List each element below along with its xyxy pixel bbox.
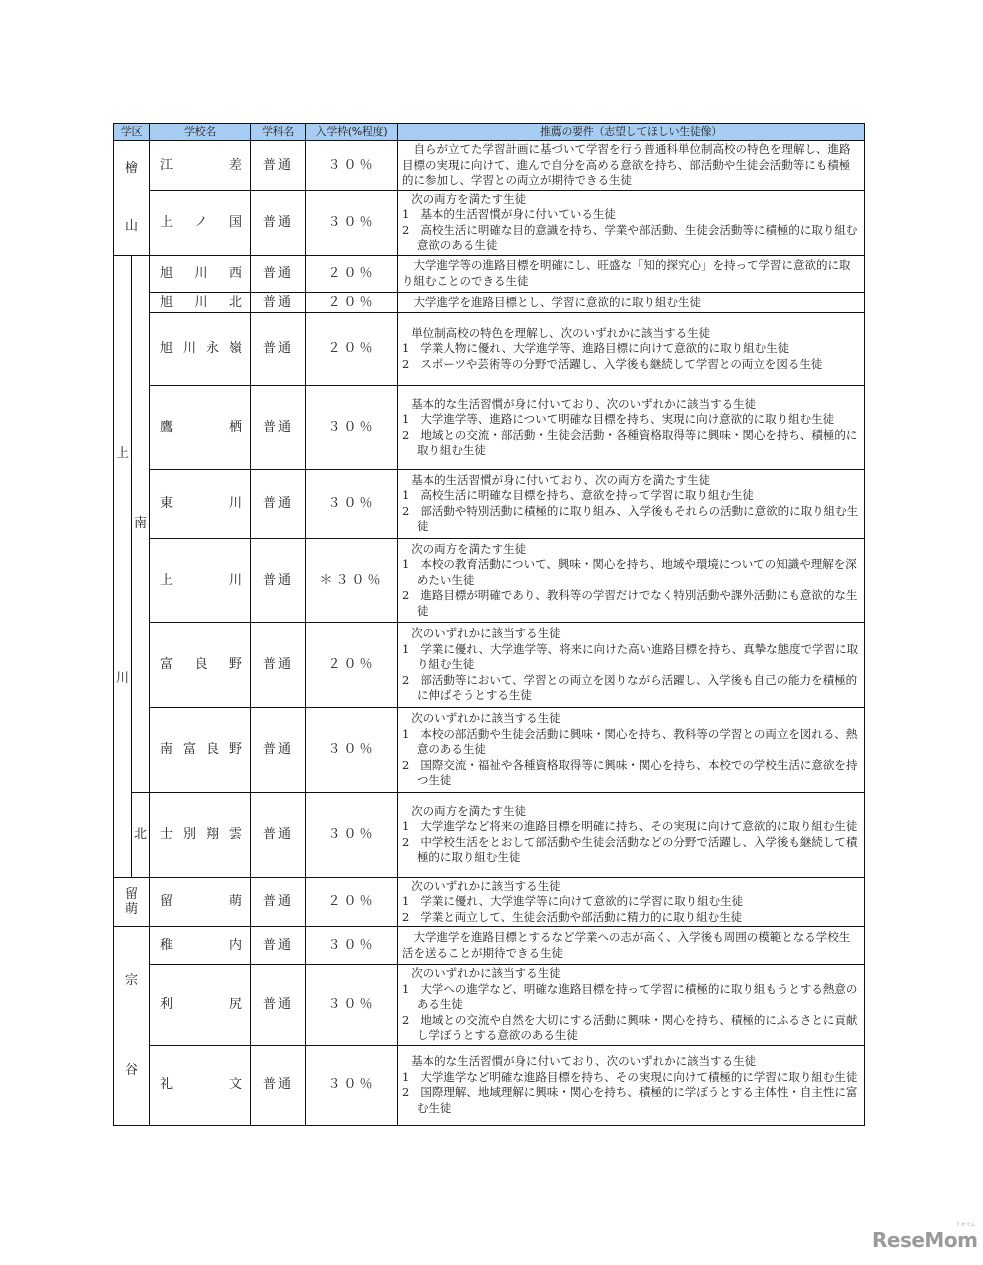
quota: ３０％ — [306, 385, 398, 470]
district-kamikawa-north: 北 — [132, 792, 150, 877]
school-name: 礼 文 — [150, 1045, 251, 1125]
resemom-logo — [872, 1222, 978, 1252]
requirement-item: 1 大学進学など将来の進路目標を明確に持ち、その実現に向けて意欲的に取り組む生徒 — [402, 819, 858, 834]
requirements — [398, 965, 865, 1046]
table-row — [114, 313, 865, 385]
requirement-lead: 次の両方を満たす生徒 — [411, 541, 527, 556]
recommendation-requirements-table — [113, 123, 865, 1126]
table-row — [114, 623, 865, 708]
quota: ＊３０％ — [306, 538, 398, 623]
school-name: 鷹 栖 — [150, 385, 251, 470]
department: 普通 — [251, 1045, 306, 1125]
header-district: 学区 — [114, 124, 150, 141]
requirements — [398, 538, 865, 623]
requirement-item: 2 地域との交流・部活動・生徒会活動・各種資格取得等に興味・関心を持ち、積極的に取り組む生徒 — [402, 427, 858, 458]
table-row — [114, 141, 865, 191]
requirement-item: 1 大学進学等、進路について明確な目標を持ち、実現に向け意欲的に取り組む生徒 — [402, 412, 835, 427]
district-rumoi: 留 萌 — [114, 877, 150, 927]
requirement-lead: 次のいずれかに該当する生徒 — [411, 966, 561, 980]
requirement-item: 1 学業に優れ、大学進学等、将来に向けた高い進路目標を持ち、真摯な態度で学習に取り組む生徒 — [402, 641, 859, 672]
department: 普通 — [251, 708, 306, 793]
quota: ３０％ — [306, 792, 398, 877]
department: 普通 — [251, 623, 306, 708]
requirements — [398, 190, 865, 255]
department: 普通 — [251, 385, 306, 470]
department: 普通 — [251, 190, 306, 255]
district-soya: 宗 谷 — [114, 927, 150, 1126]
department: 普通 — [251, 792, 306, 877]
requirements — [398, 292, 865, 313]
requirement-item: 1 大学への進学など、明確な進路目標を持って学習に積極的に取り組もうとする熱意のある生徒 — [402, 981, 858, 1011]
school-name: 留 萌 — [150, 877, 251, 927]
school-name: 富 良 野 — [150, 623, 251, 708]
requirement-lead: 基本的な生活習慣が身に付いており、次のいずれかに該当する生徒 — [411, 1054, 757, 1068]
quota: ３０％ — [306, 965, 398, 1046]
requirement-item: 1 学業人物に優れ、大学進学等、進路目標に向けて意欲的に取り組む生徒 — [402, 341, 790, 356]
requirement-item: 2 地域との交流や自然を大切にする活動に興味・関心を持ち、積極的にふるさとに貢献し学ぼうとする意欲のある生徒 — [402, 1012, 858, 1042]
quota: ２０％ — [306, 623, 398, 708]
department: 普通 — [251, 292, 306, 313]
table-row — [114, 927, 865, 965]
department: 普通 — [251, 538, 306, 623]
district-kamikawa: 上 川 — [114, 255, 132, 877]
school-name: 旭 川 西 — [150, 255, 251, 292]
requirements — [398, 877, 865, 927]
requirement-item: 2 国際理解、地域理解に興味・関心を持ち、積極的に学ぼうとする主体性・自主性に富む生徒 — [402, 1085, 858, 1115]
quota: ３０％ — [306, 927, 398, 965]
table-row — [114, 708, 865, 793]
requirements — [398, 255, 865, 292]
header-department: 学科名 — [251, 124, 306, 141]
school-name: 上 川 — [150, 538, 251, 623]
school-name: 南 富 良 野 — [150, 708, 251, 793]
requirement-item: 1 基本的生活習慣が身に付いている生徒 — [402, 207, 616, 221]
school-name: 東 川 — [150, 470, 251, 538]
quota: ２０％ — [306, 313, 398, 385]
requirement-lead: 自らが立てた学習計画に基づいて学習を行う普通科単位制高校の特色を理解し、進路目標の実現に向けて、進んで自分を高める意欲を持ち、部活動や生徒会活動等にも積極的に参加し、学習との両立が期待できる生徒 — [402, 142, 851, 187]
requirements — [398, 385, 865, 470]
table-row — [114, 255, 865, 292]
requirement-item: 2 進路目標が明確であり、教科等の学習だけでなく特別活動や課外活動にも意欲的な生徒 — [402, 588, 858, 618]
requirement-lead: 次の両方を満たす生徒 — [411, 191, 527, 206]
requirement-item: 2 学業と両立して、生徒会活動や部活動に精力的に取り組む生徒 — [402, 909, 743, 924]
header-school: 学校名 — [150, 124, 251, 141]
table-header-row — [114, 124, 865, 141]
quota: ３０％ — [306, 708, 398, 793]
requirement-lead: 次のいずれかに該当する生徒 — [411, 878, 561, 893]
department: 普通 — [251, 877, 306, 927]
requirements — [398, 708, 865, 793]
requirements — [398, 927, 865, 965]
header-quota: 入学枠(%程度) — [306, 124, 398, 141]
requirements — [398, 623, 865, 708]
table-row — [114, 538, 865, 623]
quota: ３０％ — [306, 470, 398, 538]
requirement-item: 1 学業に優れ、大学進学等に向けて意欲的に学習に取り組む生徒 — [402, 894, 744, 908]
requirement-lead: 大学進学を進路目標とし、学習に意欲的に取り組む生徒 — [413, 294, 701, 309]
requirements — [398, 792, 865, 877]
logo-text: ReseMom — [872, 1228, 978, 1252]
requirement-lead: 次のいずれかに該当する生徒 — [411, 711, 561, 726]
logo-subtext: リセマム — [955, 1222, 976, 1228]
school-name: 旭 川 北 — [150, 292, 251, 313]
requirement-item: 2 部活動等において、学習との両立を図りながら活躍し、入学後も自己の能力を積極的に伸ばそうとする生徒 — [402, 672, 858, 703]
requirement-item: 2 高校生活に明確な目的意識を持ち、学業や部活動、生徒会活動等に積極的に取り組む意欲のある生徒 — [402, 222, 858, 252]
school-name: 江 差 — [150, 141, 251, 191]
table-row — [114, 1045, 865, 1125]
school-name: 利 尻 — [150, 965, 251, 1046]
quota: ３０％ — [306, 1045, 398, 1125]
requirement-item: 2 中学校生活をとおして部活動や生徒会活動などの分野で活躍し、入学後も継続して積極的に取り組む生徒 — [402, 834, 858, 865]
table-row — [114, 190, 865, 255]
header-requirements: 推薦の要件（志望してほしい生徒像） — [398, 124, 865, 141]
requirement-item: 1 高校生活に明確な目標を持ち、意欲を持って学習に取り組む生徒 — [402, 488, 754, 503]
department: 普通 — [251, 470, 306, 538]
requirement-lead: 基本的な生活習慣が身に付いており、次のいずれかに該当する生徒 — [411, 396, 757, 411]
requirement-lead: 大学進学等の進路目標を明確にし、旺盛な「知的探究心」を持って学習に意欲的に取り組むことのできる生徒 — [402, 258, 851, 288]
quota: ２０％ — [306, 255, 398, 292]
requirements — [398, 470, 865, 538]
quota: ３０％ — [306, 141, 398, 191]
department: 普通 — [251, 313, 306, 385]
department: 普通 — [251, 965, 306, 1046]
requirement-lead: 次の両方を満たす生徒 — [411, 803, 527, 818]
requirements — [398, 1045, 865, 1125]
requirement-item: 1 本校の部活動や生徒会活動に興味・関心を持ち、教科等の学習との両立を図れる、熱意のある生徒 — [402, 726, 858, 757]
school-name: 士 別 翔 雲 — [150, 792, 251, 877]
requirement-item: 2 部活動や特別活動に積極的に取り組み、入学後もそれらの活動に意欲的に取り組む生徒 — [402, 503, 859, 534]
department: 普通 — [251, 141, 306, 191]
requirements — [398, 313, 865, 385]
department: 普通 — [251, 927, 306, 965]
requirement-lead: 単位制高校の特色を理解し、次のいずれかに該当する生徒 — [411, 325, 711, 340]
table-row — [114, 877, 865, 927]
school-name: 上 ノ 国 — [150, 190, 251, 255]
requirement-lead: 次のいずれかに該当する生徒 — [411, 626, 561, 641]
quota: ２０％ — [306, 292, 398, 313]
school-name: 稚 内 — [150, 927, 251, 965]
table-row — [114, 385, 865, 470]
requirements — [398, 141, 865, 191]
requirement-lead: 大学進学を進路目標とするなど学業への志が高く、入学後も周囲の模範となる学校生活を送ることが期待できる生徒 — [402, 930, 851, 960]
table-row — [114, 470, 865, 538]
school-name: 旭 川 永 嶺 — [150, 313, 251, 385]
requirement-item: 2 国際交流・福祉や各種資格取得等に興味・関心を持ち、本校での学校生活に意欲を持つ生徒 — [402, 757, 858, 788]
quota: ２０％ — [306, 877, 398, 927]
district-kamikawa-south: 南 — [132, 255, 150, 792]
table-row — [114, 292, 865, 313]
requirement-item: 1 本校の教育活動について、興味・関心を持ち、地域や環境についての知識や理解を深めたい生徒 — [402, 557, 857, 587]
table-row — [114, 792, 865, 877]
quota: ３０％ — [306, 190, 398, 255]
district-hiyama: 檜 山 — [114, 141, 150, 256]
requirement-item: 2 スポーツや芸術等の分野で活躍し、入学後も継続して学習との両立を図る生徒 — [402, 356, 823, 371]
requirement-lead: 基本的生活習慣が身に付いており、次の両方を満たす生徒 — [411, 472, 711, 487]
table-row — [114, 965, 865, 1046]
requirement-item: 1 大学進学など明確な進路目標を持ち、その実現に向けて積極的に学習に取り組む生徒 — [402, 1069, 858, 1084]
department: 普通 — [251, 255, 306, 292]
